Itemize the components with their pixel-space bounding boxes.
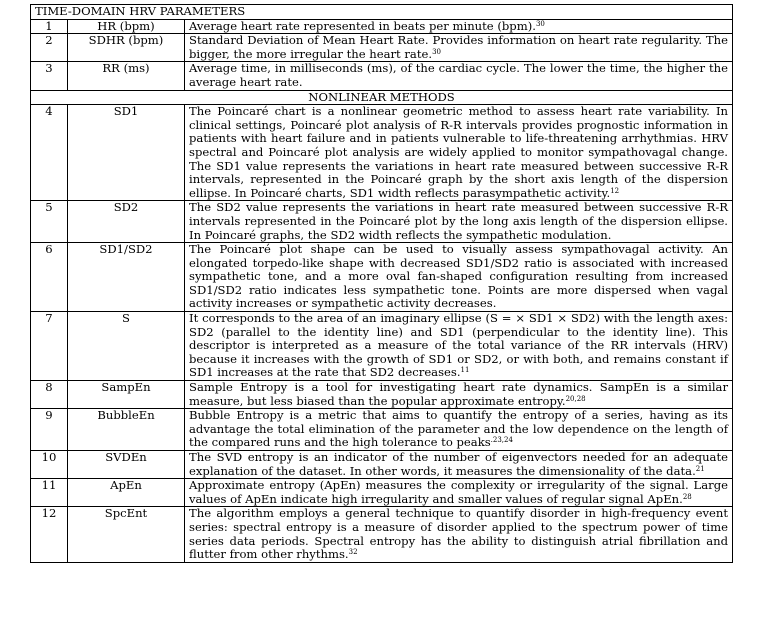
reference-superscript: 30 — [535, 19, 545, 28]
table-row — [31, 201, 733, 243]
reference-superscript: 28 — [682, 492, 692, 501]
parameter-description: Standard Deviation of Mean Heart Rate. Provides information on heart rate regularity. The bigger, the more irregular the heart rate.$^{30}$ — [185, 34, 733, 62]
row-number: 10 — [31, 451, 68, 479]
parameter-name: BubbleEn — [68, 409, 185, 451]
parameter-description: Bubble Entropy is a metric that aims to quantify the entropy of a series, having as its advantage the total elimination of the parameter and the low dependence on the length of the compared runs and the high tolerance to peaks$^{.23,24}$ — [185, 409, 733, 451]
parameter-description: The Poincaré chart is a nonlinear geometric method to assess heart rate variability. In clinical settings, Poincaré plot analysis of R-R intervals provides prognostic information in patients with heart failure and in patients vulnerable to life-threatening arrhythmias. HRV spectral and Poincaré plot analysis are widely applied to monitor sympathovagal change. The SD1 value represents the variations in heart rate measured between successive R-R intervals, represented in the Poincaré graph by the short axis length of the dispersion ellipse. In Poincaré charts, SD1 width reflects parasympathetic activity.$^{12}$ — [185, 105, 733, 201]
reference-superscript: 21 — [695, 464, 705, 473]
reference-superscript: 11 — [460, 366, 470, 375]
row-number: 7 — [31, 312, 68, 381]
parameter-name: SVDEn — [68, 451, 185, 479]
table-row — [31, 312, 733, 381]
reference-superscript: .23,24 — [490, 436, 513, 445]
section-header-row — [31, 90, 733, 105]
row-number: 8 — [31, 381, 68, 409]
table-row — [31, 19, 733, 34]
table-row — [31, 409, 733, 451]
table-row — [31, 479, 733, 507]
parameter-name: ApEn — [68, 479, 185, 507]
table-row — [31, 62, 733, 90]
row-number: 12 — [31, 507, 68, 562]
section-title-nonlinear: NONLINEAR METHODS — [31, 90, 733, 105]
table-row — [31, 243, 733, 312]
parameter-description: The SVD entropy is an indicator of the number of eigenvectors needed for an adequate explanation of the dataset. In other words, it measures the dimensionality of the data.$^{21}$ — [185, 451, 733, 479]
row-number: 11 — [31, 479, 68, 507]
section-title-time-domain: TIME-DOMAIN HRV PARAMETERS — [31, 5, 733, 20]
parameter-description: Approximate entropy (ApEn) measures the complexity or irregularity of the signal. Large values of ApEn indicate high irregularity and smaller values of regular signal ApEn.$^{28}$ — [185, 479, 733, 507]
parameter-name: SD1 — [68, 105, 185, 201]
reference-superscript: 20,28 — [565, 394, 586, 403]
parameter-name: SpcEnt — [68, 507, 185, 562]
table-row — [31, 105, 733, 201]
hrv-parameters-table-wrapper — [30, 4, 733, 563]
parameter-description: Average time, in milliseconds (ms), of the cardiac cycle. The lower the time, the higher the average heart rate. — [185, 62, 733, 90]
parameter-description: The algorithm employs a general technique to quantify disorder in high-frequency event series: spectral entropy is a measure of disorder applied to the spectrum power of time series data periods. Spectral entropy has the ability to distinguish atrial fibrillation and flutter from other rhythms.$^{32}$ — [185, 507, 733, 562]
parameter-description: The SD2 value represents the variations in heart rate measured between successive R-R intervals represented in the Poincaré plot by the long axis length of the dispersion ellipse. In Poincaré graphs, the SD2 width reflects the sympathetic modulation. — [185, 201, 733, 243]
table-row — [31, 507, 733, 562]
reference-superscript: 32 — [348, 548, 358, 557]
table-row — [31, 381, 733, 409]
row-number: 9 — [31, 409, 68, 451]
parameter-name: HR (bpm) — [68, 19, 185, 34]
row-number: 6 — [31, 243, 68, 312]
row-number: 5 — [31, 201, 68, 243]
reference-superscript: 12 — [610, 186, 620, 195]
hrv-parameters-table — [30, 4, 733, 563]
parameter-name: SampEn — [68, 381, 185, 409]
parameter-description: It corresponds to the area of an imaginary ellipse (S = × SD1 × SD2) with the length axes: SD2 (parallel to the identity line) and SD1 (perpendicular to the identity line). This descriptor is interpreted as a measure of the total variance of the RR intervals (HRV) because it increases with the growth of SD1 or SD2, or with both, and remains constant if SD1 increases at the rate that SD2 decreases.$^{11}$ — [185, 312, 733, 381]
parameter-description: Sample Entropy is a tool for investigating heart rate dynamics. SampEn is a similar measure, but less biased than the popular approximate entropy.$^{20,28}$ — [185, 381, 733, 409]
row-number: 2 — [31, 34, 68, 62]
parameter-name: SD2 — [68, 201, 185, 243]
parameter-description: The Poincaré plot shape can be used to visually assess sympathovagal activity. An elongated torpedo-like shape with decreased SD1/SD2 ratio is associated with increased sympathetic tone, and a more oval fan-shaped configuration resulting from increased SD1/SD2 ratio indicates less sympathetic tone. Points are more dispersed when vagal activity increases or sympathetic activity decreases. — [185, 243, 733, 312]
row-number: 1 — [31, 19, 68, 34]
reference-superscript: 30 — [432, 47, 441, 56]
parameter-name: S — [68, 312, 185, 381]
section-header-row — [31, 5, 733, 20]
row-number: 3 — [31, 62, 68, 90]
row-number: 4 — [31, 105, 68, 201]
parameter-name: SD1/SD2 — [68, 243, 185, 312]
parameter-name: RR (ms) — [68, 62, 185, 90]
table-row — [31, 34, 733, 62]
parameter-description: Average heart rate represented in beats per minute (bpm).$^{30}$ — [185, 19, 733, 34]
parameter-name: SDHR (bpm) — [68, 34, 185, 62]
table-row — [31, 451, 733, 479]
